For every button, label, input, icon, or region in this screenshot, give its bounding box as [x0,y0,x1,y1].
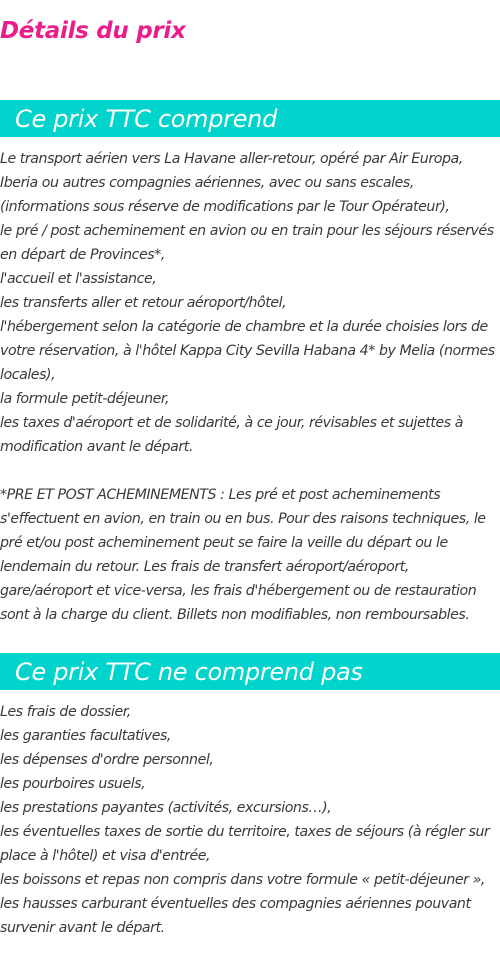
included-list [0,147,500,627]
included-item: Le transport aérien vers La Havane aller-retour, opéré par Air Europa, Iberia ou autres compagnies aériennes, avec ou sans escales, (informations sous réserve de modifications par le Tour Opérateur), [0,151,463,215]
acheminement-note: *PRE ET POST ACHEMINEMENTS : Les pré et post acheminements s'effectuent en avion, en train ou en bus. Pour des raisons techniques, le pré et/ou post acheminement peut se faire la veille du départ ou le lendemain du retour. Les frais de transfert aéroport/aéroport, gare/aéroport et vice-versa, les frais d'hébergement ou de restauration sont à la charge du client. Billets non modifiables, non remboursables. [0,487,486,623]
excluded-item: les pourboires usuels, [0,776,146,792]
excluded-item: les hausses carburant éventuelles des compagnies aériennes pouvant survenir avant le départ. [0,896,471,936]
excluded-heading-band [0,653,500,690]
included-item: l'hébergement selon la catégorie de chambre et la durée choisies lors de votre réservation, à l'hôtel Kappa City Sevilla Habana 4* by Melia (normes locales), [0,319,495,383]
page-title: Détails du prix [0,18,186,44]
included-item: les taxes d'aéroport et de solidarité, à ce jour, révisables et sujettes à modification avant le départ. [0,415,464,455]
excluded-item: les prestations payantes (activités, excursions…), [0,800,332,816]
included-item: l'accueil et l'assistance, [0,271,157,287]
included-item: le pré / post acheminement en avion ou en train pour les séjours réservés en départ de Provinces*, [0,223,494,263]
excluded-item: les dépenses d'ordre personnel, [0,752,214,768]
excluded-item: les garanties facultatives, [0,728,171,744]
paragraph-spacer [0,459,500,483]
excluded-heading: Ce prix TTC ne comprend pas [15,657,363,686]
excluded-item: les boissons et repas non compris dans votre formule « petit-déjeuner », [0,872,485,888]
included-item: la formule petit-déjeuner, [0,391,170,407]
excluded-item: les éventuelles taxes de sortie du territoire, taxes de séjours (à régler sur place à l'hôtel) et visa d'entrée, [0,824,490,864]
included-heading-band [0,100,500,137]
excluded-list [0,700,500,940]
excluded-item: Les frais de dossier, [0,704,131,720]
included-heading: Ce prix TTC comprend [15,104,278,133]
included-item: les transferts aller et retour aéroport/hôtel, [0,295,287,311]
